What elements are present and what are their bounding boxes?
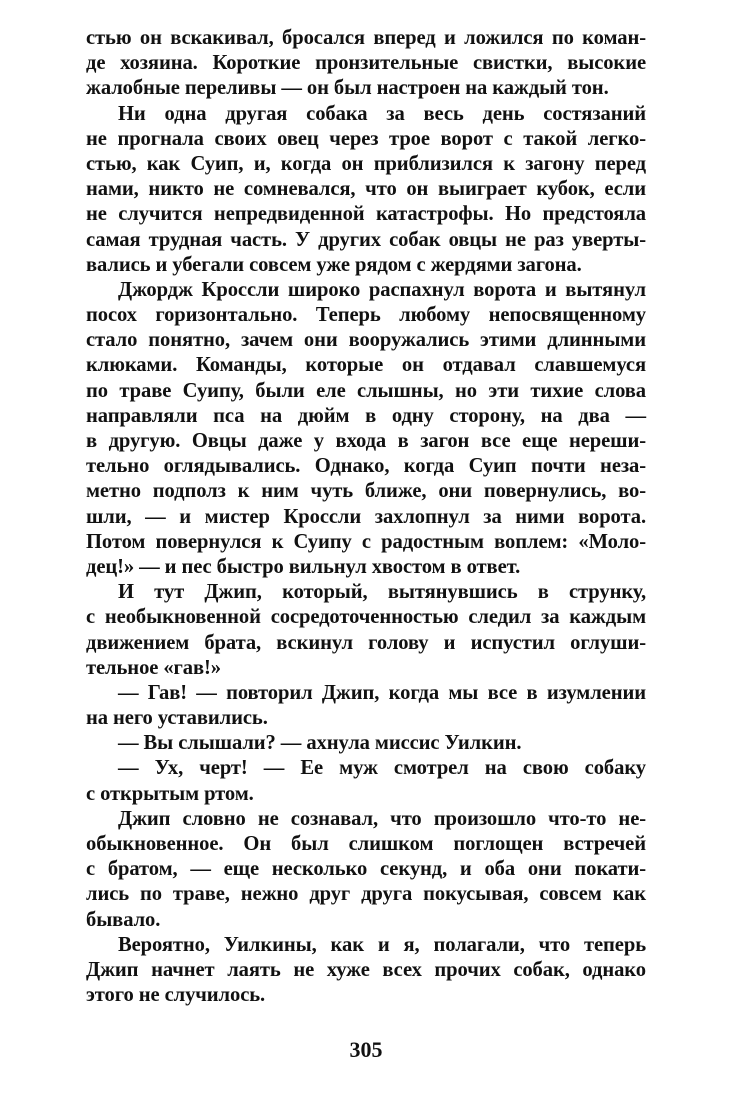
- text-line: Потом повернулся к Суипу с радостным воплем: «Моло-: [86, 530, 646, 553]
- page-number: 305: [349, 1037, 383, 1062]
- text-line: вались и убегали совсем уже рядом с жердями загона.: [86, 253, 582, 276]
- text-line: направляли пса на дюйм в одну сторону, на два —: [86, 404, 646, 427]
- paragraph: [86, 807, 646, 933]
- text-line: на него уставились.: [86, 707, 268, 730]
- text-line: И тут Джип, который, вытянувшись в струнку,: [118, 581, 646, 604]
- text-line: Ни одна другая собака за весь день состязаний: [118, 102, 646, 125]
- text-line: клюками. Команды, которые он отдавал славшемуся: [86, 354, 646, 377]
- text-line: Джип начнет лаять не хуже всех прочих собак, однако: [86, 958, 646, 981]
- text-line: с открытым ртом.: [86, 782, 254, 805]
- text-line: — Ух, черт! — Ее муж смотрел на свою собаку: [118, 757, 646, 780]
- text-line: в другую. Овцы даже у входа в загон все еще нереши-: [86, 430, 646, 452]
- text-line: обыкновенное. Он был слишком поглощен встречей: [86, 833, 646, 855]
- text-line: — Гав! — повторил Джип, когда мы все в изумлении: [118, 681, 646, 704]
- text-line: де хозяина. Короткие пронзительные свистки, высокие: [86, 52, 646, 75]
- paragraph: [86, 26, 646, 102]
- paragraph: [86, 580, 646, 681]
- text-line: не прогнала своих овец через трое ворот с такой легко-: [86, 127, 646, 150]
- text-line: Джип словно не сознавал, что произошло что-то не-: [118, 807, 646, 830]
- text-line: Вероятно, Уилкины, как и я, полагали, что теперь: [118, 933, 646, 956]
- text-line: по траве Суипу, были еле слышны, но эти тихие слова: [86, 379, 646, 402]
- text-line: посох горизонтально. Теперь любому непосвященному: [86, 304, 646, 327]
- text-line: движением брата, вскинул голову и испустил оглуши-: [86, 631, 646, 654]
- text-line: не случится непредвиденной катастрофы. Но предстояла: [86, 203, 646, 226]
- text-line: метно подполз к ним чуть ближе, они повернулись, во-: [86, 480, 646, 503]
- text-line: этого не случилось.: [86, 984, 266, 1007]
- text-line: стало понятно, зачем они вооружались этими длинными: [86, 329, 646, 352]
- paragraph: [86, 102, 646, 278]
- text-line: лись по траве, нежно друг друга покусывая, совсем как: [86, 883, 646, 906]
- body-text: [86, 26, 646, 1008]
- text-line: дец!» — и пес быстро вильнул хвостом в ответ.: [86, 555, 521, 578]
- paragraph: [86, 933, 646, 1009]
- text-line: стью, как Суип, и, когда он приблизился к загону перед: [86, 152, 646, 175]
- text-line: стью он вскакивал, бросался вперед и ложился по коман-: [86, 27, 646, 49]
- paragraph: [86, 731, 646, 756]
- text-line: с братом, — еще несколько секунд, и оба они покати-: [86, 858, 646, 881]
- paragraph: [86, 681, 646, 731]
- text-line: нами, никто не сомневался, что он выиграет кубок, если: [86, 178, 646, 201]
- text-line: с необыкновенной сосредоточенностью следил за каждым: [86, 606, 646, 629]
- text-line: бывало.: [86, 908, 161, 931]
- text-line: самая трудная часть. У других собак овцы не раз уверты-: [86, 228, 646, 251]
- paragraph: [86, 278, 646, 580]
- text-line: тельно оглядывались. Однако, когда Суип почти неза-: [86, 455, 646, 478]
- text-line: тельное «гав!»: [86, 656, 221, 679]
- text-line: жалобные переливы — он был настроен на каждый тон.: [86, 77, 609, 100]
- text-line: Джордж Кроссли широко распахнул ворота и вытянул: [118, 278, 646, 301]
- text-line: шли, — и мистер Кроссли захлопнул за ними ворота.: [86, 505, 646, 528]
- paragraph: [86, 756, 646, 806]
- text-line: — Вы слышали? — ахнула миссис Уилкин.: [118, 732, 522, 755]
